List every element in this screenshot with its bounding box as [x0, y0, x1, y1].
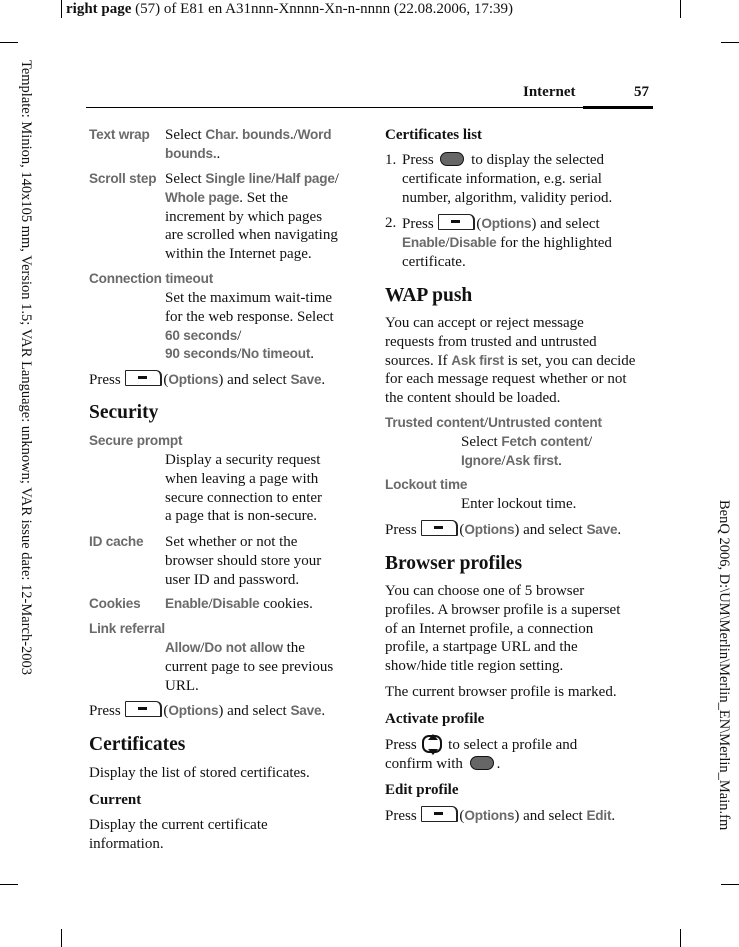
text-segment: URL. — [165, 677, 199, 694]
print-header-bold: right page — [66, 1, 132, 17]
text-segment: for each message request whether or not — [385, 371, 627, 388]
step-2 — [402, 214, 612, 271]
menu-label: Enable — [165, 596, 209, 611]
menu-label: Whole page — [165, 189, 240, 205]
text-line — [385, 620, 620, 639]
text-segment: information. — [89, 835, 164, 852]
text-line — [165, 189, 339, 208]
text-segment: Select — [165, 127, 206, 143]
text-segment: certificate. — [402, 253, 466, 270]
text-segment: ) and select — [218, 703, 291, 719]
text-line — [385, 352, 635, 371]
def-scroll-step — [165, 170, 339, 264]
text-line — [165, 571, 321, 590]
text-segment: a page that is non-secure. — [165, 508, 318, 525]
step-number: 1. — [385, 152, 397, 168]
text-segment: . — [617, 522, 622, 538]
text-line — [165, 126, 331, 145]
navigation-key-icon — [422, 735, 442, 753]
text-line — [385, 520, 621, 540]
text-line — [385, 389, 635, 408]
menu-label: 90 seconds — [165, 346, 238, 362]
term-link-referral: Link referral — [89, 621, 165, 636]
text-segment: / — [237, 327, 242, 344]
crop-mark — [721, 42, 739, 43]
text-segment: confirm with — [385, 755, 467, 772]
text-segment: the content should be loaded. — [385, 390, 561, 407]
text-line — [385, 333, 635, 352]
text-segment: profiles. A browser profile is a superset — [385, 601, 621, 618]
def-text-wrap — [165, 126, 331, 164]
text-segment: . — [216, 145, 221, 162]
text-line — [89, 816, 268, 835]
text-segment: to select a profile and — [444, 737, 578, 753]
text-segment: for the highlighted — [496, 234, 612, 251]
heading-current: Current — [89, 792, 142, 808]
text-segment: You can accept or reject message — [385, 315, 584, 331]
term-connection-timeout: Connection timeout — [89, 271, 214, 286]
text-segment: / — [483, 415, 489, 431]
text-line — [89, 370, 325, 390]
certificates-text — [89, 764, 310, 783]
text-line — [165, 145, 331, 164]
page-number: 57 — [634, 84, 649, 100]
text-line — [402, 189, 612, 208]
left-softkey-icon — [125, 370, 162, 386]
text-segment: . — [310, 346, 314, 363]
text-segment: ( — [163, 372, 169, 388]
text-segment: the — [282, 640, 305, 656]
def-trusted-content — [461, 433, 592, 471]
menu-label: Allow — [165, 640, 201, 655]
header-rule-thick — [583, 106, 653, 109]
text-line — [165, 470, 322, 489]
text-segment: ) and select — [531, 216, 600, 232]
text-segment: Press — [385, 808, 421, 824]
text-line — [385, 657, 620, 676]
text-segment: show/hide title region setting. — [385, 658, 564, 675]
def-lockout-time — [461, 495, 576, 514]
center-key-icon — [470, 756, 494, 770]
text-line — [165, 489, 322, 508]
text-line — [165, 658, 333, 677]
heading-certificates: Certificates — [89, 734, 186, 755]
menu-label: Single line — [205, 171, 272, 186]
step-1 — [402, 151, 612, 207]
crop-mark — [680, 0, 681, 18]
text-line — [165, 552, 321, 571]
text-segment: requests from trusted and untrusted — [385, 333, 597, 350]
marked-text — [385, 683, 617, 702]
term-cookies: Cookies — [89, 596, 141, 611]
def-link-referral — [165, 639, 333, 695]
text-segment: ( — [476, 216, 482, 232]
text-segment: Display the list of stored certificates. — [89, 765, 310, 781]
left-softkey-icon — [421, 806, 458, 822]
text-line — [402, 253, 612, 272]
text-line — [385, 683, 617, 702]
edit-profile-text — [385, 806, 615, 826]
term-secure-prompt: Secure prompt — [89, 433, 183, 448]
print-header-text: (57) of E81 en A31nnn-Xnnnn-Xn-n-nnnn (22.08.2006, 17:39) — [131, 1, 514, 17]
text-line — [165, 677, 333, 696]
text-line — [165, 170, 339, 189]
text-line — [402, 234, 612, 253]
text-line — [385, 314, 635, 333]
text-segment: Press — [89, 703, 125, 719]
text-segment: / — [501, 452, 506, 469]
crop-mark — [61, 929, 62, 947]
text-line — [385, 806, 615, 826]
text-segment: current page to see previous — [165, 658, 334, 675]
step-number: 2. — [385, 215, 397, 231]
menu-label: bounds. — [165, 145, 217, 161]
crop-mark — [721, 884, 739, 885]
term-text-wrap: Text wrap — [89, 127, 150, 142]
text-line — [89, 835, 268, 854]
menu-label: Disable — [449, 234, 497, 250]
term-id-cache: ID cache — [89, 534, 144, 549]
text-line — [385, 414, 602, 433]
text-segment: increment by which pages — [165, 208, 323, 225]
menu-label: Options — [464, 808, 515, 823]
text-segment: browser should store your — [165, 552, 322, 569]
header-rule — [86, 107, 653, 108]
text-segment: profile, a startpage URL and the — [385, 639, 578, 656]
text-segment: / — [271, 171, 276, 187]
text-line — [385, 638, 620, 657]
menu-label: Ask first — [451, 352, 504, 368]
menu-label: Half page — [275, 171, 335, 186]
side-file-info: BenQ 2006, D:\UM\Merlin\Merlin_EN\Merlin_Main.fm — [716, 500, 732, 831]
text-segment: / — [587, 434, 593, 450]
def-id-cache — [165, 533, 321, 589]
press-options-save — [89, 370, 325, 390]
crop-mark — [680, 929, 681, 947]
text-segment: . — [496, 755, 501, 772]
text-segment: . — [611, 808, 616, 824]
def-secure-prompt — [165, 451, 322, 526]
text-segment: user ID and password. — [165, 571, 300, 588]
menu-label: Char. bounds. — [205, 127, 294, 142]
def-cookies — [165, 595, 313, 614]
menu-label: Trusted content — [385, 415, 484, 430]
text-segment: Press — [385, 737, 421, 753]
menu-label: Enable — [402, 234, 446, 250]
text-line — [165, 308, 334, 327]
text-line — [385, 582, 620, 601]
heading-wap-push: WAP push — [385, 285, 473, 306]
menu-label: Save — [290, 703, 322, 718]
press-options-save — [385, 520, 621, 540]
heading-activate-profile: Activate profile — [385, 711, 485, 727]
text-line — [165, 639, 333, 658]
text-segment: certificate information, e.g. serial — [402, 170, 602, 187]
heading-edit-profile: Edit profile — [385, 782, 459, 798]
text-segment: cookies. — [259, 596, 313, 612]
def-connection-timeout — [165, 289, 334, 364]
text-segment: Press — [89, 372, 125, 388]
text-segment: / — [445, 234, 450, 251]
text-line — [165, 595, 313, 614]
browser-profiles-text — [385, 582, 620, 676]
left-softkey-icon — [421, 520, 458, 536]
text-line — [165, 345, 334, 364]
menu-label: Options — [481, 216, 532, 231]
text-line — [165, 208, 339, 227]
crop-mark — [61, 0, 62, 18]
menu-label: 60 seconds — [165, 327, 238, 343]
text-segment: Select — [461, 434, 502, 450]
press-options-save — [89, 701, 325, 721]
text-segment: . — [558, 452, 562, 469]
menu-label: Options — [168, 703, 219, 718]
text-line — [165, 451, 322, 470]
activate-profile-text — [385, 735, 577, 774]
text-segment: You can choose one of 5 browser — [385, 583, 585, 599]
text-line — [165, 245, 339, 264]
term-trusted-content — [385, 414, 602, 433]
text-segment: / — [200, 640, 205, 656]
text-segment: ( — [163, 703, 169, 719]
text-line — [461, 495, 576, 514]
text-segment: for the web response. Select — [165, 308, 334, 325]
text-line — [165, 289, 334, 308]
text-segment: / — [237, 346, 242, 363]
text-segment: Display the current certificate — [89, 817, 268, 833]
text-line — [402, 214, 612, 234]
text-segment: sources. If — [385, 352, 452, 369]
text-line — [165, 533, 321, 552]
menu-label: Disable — [212, 596, 260, 611]
text-segment: / — [334, 171, 339, 187]
menu-label: Word — [297, 127, 332, 142]
text-segment: ) and select — [218, 372, 291, 388]
text-line — [89, 701, 325, 721]
text-segment: are scrolled when navigating — [165, 227, 338, 244]
text-line — [165, 327, 334, 346]
menu-label: Options — [168, 372, 219, 387]
text-segment: Press — [385, 522, 421, 538]
side-template-info: Template: Minion, 140x105 mm, Version 1.5; VAR Language: unknown; VAR issue date: 12-March-2003 — [18, 60, 34, 676]
term-lockout-time: Lockout time — [385, 477, 468, 492]
text-line — [165, 226, 339, 245]
crop-mark — [0, 884, 18, 885]
text-line — [385, 601, 620, 620]
text-segment: ( — [459, 808, 465, 824]
menu-label: Fetch content — [501, 434, 588, 449]
print-header — [66, 1, 513, 18]
running-head-section: Internet — [523, 84, 576, 100]
current-text — [89, 816, 268, 854]
text-segment: Set whether or not the — [165, 534, 298, 550]
text-line — [89, 764, 310, 783]
menu-label: Edit — [586, 808, 612, 823]
menu-label: Options — [464, 522, 515, 537]
text-line — [385, 735, 577, 755]
text-segment: Press — [402, 152, 438, 168]
menu-label: Ask first — [505, 452, 559, 468]
text-segment: Enter lockout time. — [461, 496, 577, 512]
text-segment: / — [208, 596, 213, 612]
left-softkey-icon — [125, 701, 162, 717]
center-key-icon — [440, 152, 464, 166]
text-segment: Set the maximum wait-time — [165, 290, 333, 306]
text-line — [402, 151, 612, 170]
menu-label: No timeout — [241, 346, 311, 362]
text-line — [461, 452, 592, 471]
text-segment: The current browser profile is marked. — [385, 684, 617, 700]
wap-push-text — [385, 314, 635, 408]
text-segment: Press — [402, 216, 438, 232]
left-softkey-icon — [438, 214, 475, 230]
text-line — [402, 170, 612, 189]
text-segment: / — [293, 127, 298, 143]
text-segment: number, algorithm, validity period. — [402, 189, 613, 206]
heading-browser-profiles: Browser profiles — [385, 553, 523, 574]
text-line — [461, 433, 592, 452]
menu-label: Do not allow — [204, 640, 283, 655]
text-line — [165, 507, 322, 526]
text-segment: Select — [165, 171, 206, 187]
menu-label: Untrusted content — [488, 415, 602, 430]
text-line — [385, 370, 635, 389]
text-segment: of an Internet profile, a connection — [385, 620, 594, 637]
term-scroll-step: Scroll step — [89, 171, 157, 186]
heading-certificates-list: Certificates list — [385, 127, 483, 143]
text-segment: ( — [459, 522, 465, 538]
text-segment: . — [321, 372, 326, 388]
menu-label: Ignore — [461, 452, 502, 468]
text-line — [385, 755, 577, 774]
menu-label: Save — [290, 372, 322, 387]
text-segment: Display a security request — [165, 452, 321, 468]
text-segment: secure connection to enter — [165, 489, 323, 506]
text-segment: is set, you can decide — [503, 352, 636, 369]
crop-mark — [0, 42, 18, 43]
text-segment: when leaving a page with — [165, 470, 319, 487]
text-segment: . — [321, 703, 326, 719]
text-segment: ) and select — [514, 808, 587, 824]
text-segment: ) and select — [514, 522, 587, 538]
text-segment: to display the selected — [467, 152, 605, 168]
text-segment: within the Internet page. — [165, 246, 312, 263]
heading-security: Security — [89, 402, 159, 423]
menu-label: Save — [586, 522, 618, 537]
text-segment: . Set the — [239, 189, 289, 206]
